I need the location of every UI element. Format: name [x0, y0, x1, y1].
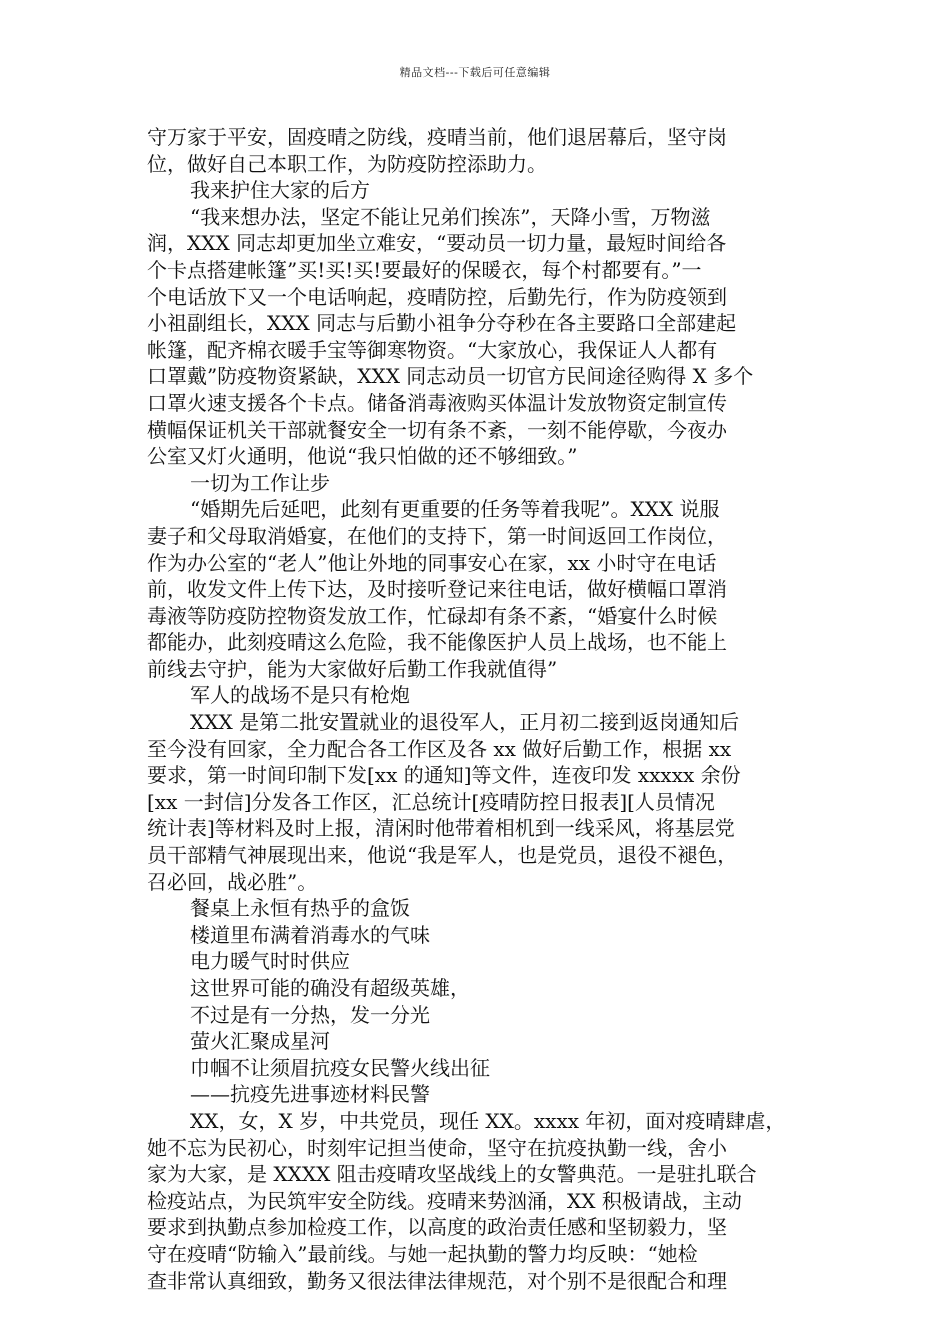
text-line: 前，收发文件上传下达，及时接听登记来往电话，做好横幅口罩消: [147, 577, 727, 602]
text-line: 至今没有回家，全力配合各工作区及各 xx 做好后勤工作，根据 xx: [147, 736, 732, 761]
text-line: 召必回，战必胜”。: [147, 869, 318, 894]
text-line: 公室又灯火通明，他说“我只怕做的还不够细致。”: [147, 444, 578, 469]
text-line: 检疫站点，为民筑牢安全防线。疫晴来势汹涌，XX 积极请战，主动: [147, 1188, 742, 1213]
text-line: 口罩戴”防疫物资紧缺，XXX 同志动员一切官方民间途径购得 X 多个: [147, 364, 754, 389]
text-line: ——抗疫先进事迹材料民警: [190, 1082, 430, 1107]
text-line: 守在疫晴“防输入”最前线。与她一起执勤的警力均反映：“她检: [147, 1241, 698, 1266]
text-line: “婚期先后延吧，此刻有更重要的任务等着我呢”。XXX 说服: [190, 497, 720, 522]
text-line: 前线去守护，能为大家做好后勤工作我就值得”: [147, 656, 558, 681]
page-header: 精品文档---下载后可任意编辑: [399, 66, 551, 79]
text-line: 守万家于平安，固疫晴之防线，疫晴当前，他们退居幕后，坚守岗: [147, 125, 727, 149]
text-line: “我来想办法，坚定不能让兄弟们挨冻”，天降小雪，万物滋: [190, 204, 711, 229]
text-line: 我来护住大家的后方: [190, 178, 370, 203]
text-line: 作为办公室的“老人”他让外地的同事安心在家，xx 小时守在电话: [147, 550, 717, 575]
text-line: 位，做好自己本职工作，为防疫防控添助力。: [147, 151, 547, 176]
text-line: 她不忘为民初心，时刻牢记担当使命，坚守在抗疫执勤一线，舍小: [147, 1135, 727, 1160]
text-line: 楼道里布满着消毒水的气味: [190, 922, 430, 947]
text-line: 一切为工作让步: [190, 470, 330, 495]
document-body: [147, 124, 811, 1294]
text-line: 帐篷，配齐棉衣暖手宝等御寒物资。“大家放心，我保证人人都有: [147, 337, 718, 362]
text-line: [xx 一封信]分发各工作区，汇总统计[疫晴防控日报表][人员情况: [147, 789, 715, 814]
text-line: 横幅保证机关干部就餐安全一切有条不紊，一刻不能停歇，今夜办: [147, 417, 727, 442]
text-line: 餐桌上永恒有热乎的盒饭: [190, 896, 410, 921]
text-line: 毒液等防疫防控物资发放工作，忙碌却有条不紊，“婚宴什么时候: [147, 603, 718, 628]
text-line: XXX 是第二批安置就业的退役军人，正月初二接到返岗通知后: [190, 710, 740, 735]
text-line: 个电话放下又一个电话响起，疫晴防控，后勤先行，作为防疫领到: [147, 284, 727, 309]
text-line: 家为大家，是 XXXX 阻击疫晴攻坚战线上的女警典范。一是驻扎联合: [147, 1162, 757, 1187]
text-line: 口罩火速支援各个卡点。储备消毒液购买体温计发放物资定制宣传: [147, 390, 727, 415]
text-line: 军人的战场不是只有枪炮: [190, 683, 410, 708]
text-line: XX，女，X 岁，中共党员，现任 XX。xxxx 年初，面对疫晴肆虐，: [190, 1108, 786, 1133]
text-line: 萤火汇聚成星河: [190, 1029, 330, 1054]
text-line: 巾帼不让须眉抗疫女民警火线出征: [190, 1055, 490, 1080]
text-line: 润，XXX 同志却更加坐立难安，“要动员一切力量，最短时间给各: [147, 231, 727, 256]
text-line: 小祖副组长，XXX 同志与后勤小祖争分夺秒在各主要路口全部建起: [147, 311, 737, 336]
text-line: 查非常认真细致，勤务又很法律法律规范，对个别不是很配合和理: [147, 1268, 727, 1293]
text-line: 要求，第一时间印制下发[xx 的通知]等文件，连夜印发 xxxxx 余份: [147, 763, 741, 788]
text-line: 员干部精气神展现出来，他说“我是军人，也是党员，退役不褪色，: [147, 843, 738, 868]
text-line: 个卡点搭建帐篷”买!买!买!要最好的保暖衣，每个村都要有。”一: [147, 257, 702, 282]
text-line: 这世界可能的确没有超级英雄，: [190, 976, 470, 1000]
text-line: 统计表]等材料及时上报，清闲时他带着相机到一线采风，将基层党: [147, 816, 735, 841]
text-line: 都能办，此刻疫晴这么危险，我不能像医护人员上战场，也不能上: [147, 630, 727, 655]
text-line: 电力暖气时时供应: [190, 949, 350, 974]
text-line: 不过是有一分热，发一分光: [190, 1002, 430, 1027]
text-line: 妻子和父母取消婚宴，在他们的支持下，第一时间返回工作岗位，: [147, 523, 727, 548]
text-line: 要求到执勤点参加检疫工作，以高度的政治责任感和坚韧毅力，坚: [147, 1215, 727, 1240]
